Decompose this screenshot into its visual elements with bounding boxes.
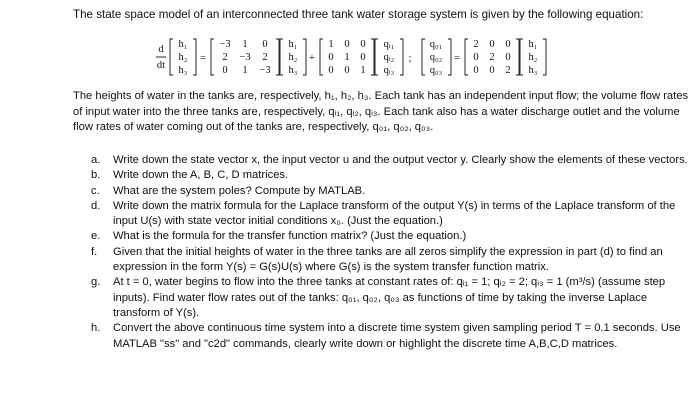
c-entry-2-3: 0	[505, 52, 511, 63]
question-label: b.	[91, 169, 101, 182]
x-entry-2: h₂	[178, 52, 188, 63]
a-entry-1-3: 0	[262, 39, 268, 50]
question-label: h.	[91, 322, 101, 335]
question-item	[91, 168, 691, 183]
b-entry-2-2: 1	[344, 52, 350, 63]
plus-sign: +	[309, 53, 315, 64]
equals-sign-2: =	[454, 53, 460, 64]
c-entry-1-1: 2	[473, 39, 479, 50]
a-entry-3-1: 0	[222, 65, 228, 76]
question-label: c.	[91, 184, 100, 197]
u-entry-2: qᵢ₂	[383, 52, 395, 63]
c-entry-1-3: 0	[505, 39, 511, 50]
question-text: What is the formula for the transfer function matrix? (Just the equation.)	[113, 230, 467, 243]
a-entry-2-2: −3	[239, 52, 251, 63]
u-entry-1: qᵢ₁	[383, 39, 395, 50]
b-entry-3-1: 0	[328, 65, 334, 76]
x2-entry-2: h₂	[288, 52, 298, 63]
derivative-dt: dt	[156, 60, 166, 71]
x3-entry-2: h₂	[528, 52, 538, 63]
question-text: Write down the matrix formula for the Laplace transform of the output Y(s) in terms of the Laplace transform of the input U(s) with state vector initial conditions x₀. (Just the equation.)	[113, 199, 676, 228]
question-text: Given that the initial heights of water in the three tanks are all zeros simplify the expression in part (d) to find an expression in the form Y(s) = G(s)U(s) where G(s) is the system transfer function matrix.	[113, 245, 663, 274]
question-item	[91, 229, 691, 244]
question-item	[91, 199, 691, 230]
x-entry-1: h₁	[178, 39, 188, 50]
c-entry-1-2: 0	[489, 39, 495, 50]
a-entry-2-3: 2	[262, 52, 268, 63]
c-entry-2-1: 0	[473, 52, 479, 63]
a-entry-2-1: 2	[222, 52, 228, 63]
x2-entry-1: h₁	[288, 39, 298, 50]
question-label: d.	[91, 199, 101, 212]
c-entry-3-1: 0	[473, 65, 479, 76]
question-item	[91, 245, 691, 276]
b-entry-1-3: 0	[360, 39, 366, 50]
derivative-d: d	[158, 44, 164, 55]
question-text: Convert the above continuous time system into a discrete time system given sampling period T = 0.1 seconds. Use MATLAB "ss" and "c2d" commands, clearly write down or highlight the discrete time A,B,C,D matrices.	[113, 322, 681, 350]
x3-entry-1: h₁	[528, 39, 538, 50]
question-item	[91, 153, 691, 168]
question-label: g.	[91, 276, 101, 289]
question-item	[91, 184, 691, 199]
a-entry-1-1: −3	[219, 39, 231, 50]
question-label: e.	[91, 230, 101, 243]
question-text: Write down the A, B, C, D matrices.	[113, 169, 289, 182]
b-entry-1-1: 1	[328, 39, 334, 50]
question-label: f.	[91, 245, 98, 258]
a-entry-3-3: −3	[259, 65, 271, 76]
u-entry-3: qᵢ₃	[383, 65, 395, 76]
x2-entry-3: h₃	[288, 65, 298, 76]
b-entry-3-2: 0	[344, 65, 350, 76]
question-label: a.	[91, 154, 101, 166]
question-text: At t = 0, water begins to flow into the three tanks at constant rates of: qᵢ₁ = 1; qᵢ₂ = 2; qᵢ₃ = 1 (m³/s) (assume step inputs). Find water flow rates out of the tanks: q₀₁, q₀₂, q₀₃ as functions of time by taking the inverse Laplace transform of Y(s).	[113, 276, 666, 319]
y-entry-1: q₀₁	[429, 39, 443, 50]
question-text: Write down the state vector x, the input vector u and the output vector y. Clearly show the elements of these vectors.	[113, 154, 688, 166]
question-item	[91, 321, 691, 352]
state-space-equation	[156, 32, 576, 82]
question-text: What are the system poles? Compute by MATLAB.	[113, 184, 366, 197]
x3-entry-3: h₃	[528, 65, 538, 76]
question-item	[91, 275, 691, 321]
a-entry-1-2: 1	[242, 39, 248, 50]
c-entry-2-2: 2	[489, 52, 495, 63]
equals-sign-1: =	[200, 53, 206, 64]
x-entry-3: h₃	[178, 65, 188, 76]
c-entry-3-2: 0	[489, 65, 495, 76]
c-entry-3-3: 2	[505, 65, 511, 76]
b-entry-3-3: 1	[360, 65, 366, 76]
y-entry-3: q₀₃	[429, 65, 443, 76]
semicolon: ;	[408, 53, 412, 64]
description-paragraph: The heights of water in the tanks are, respectively, h₁, h₂, h₃. Each tank has an independent input flow; the volume flow rates of input water into the three tanks are, respectively, qᵢ₁, qᵢ₂, qᵢ₃. Each tank also has a water discharge outlet and the volume flow rates of water coming out of the tanks are, respectively, q₀₁, q₀₂, q₀₃.	[73, 90, 689, 133]
question-list	[91, 153, 691, 352]
y-entry-2: q₀₂	[429, 52, 443, 63]
a-entry-3-2: 1	[242, 65, 248, 76]
b-entry-2-3: 0	[360, 52, 366, 63]
b-entry-1-2: 0	[344, 39, 350, 50]
intro-text: The state space model of an interconnected three tank water storage system is given by the following equation:	[73, 8, 644, 21]
b-entry-2-1: 0	[328, 52, 334, 63]
